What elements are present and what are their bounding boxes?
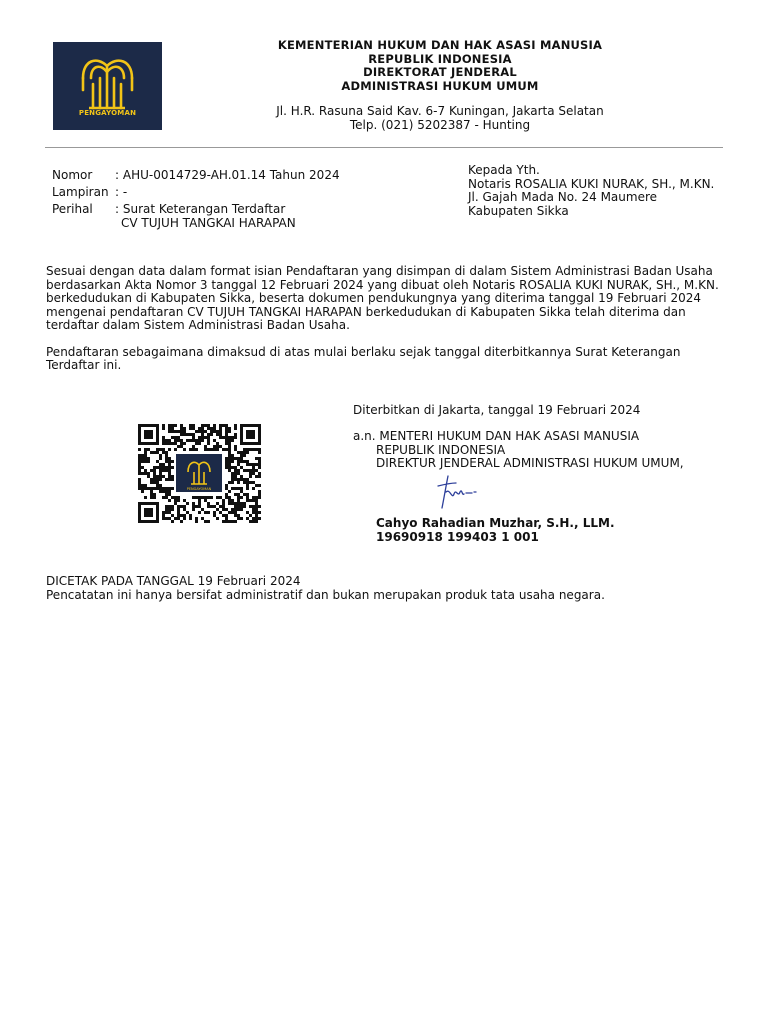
perihal-value: : Surat Keterangan Terdaftar bbox=[115, 202, 286, 216]
signature-icon bbox=[430, 470, 490, 512]
disclaimer-note: Pencatatan ini hanya bersifat administratif dan bukan merupakan produk tata usaha negara. bbox=[46, 587, 605, 602]
nomor-label: Nomor bbox=[52, 168, 93, 182]
office-address: Jl. H.R. Rasuna Said Kav. 6-7 Kuningan, Jakarta Selatan bbox=[276, 104, 604, 118]
pengayoman-logo bbox=[53, 42, 162, 130]
directorate-name: DIREKTORAT JENDERAL bbox=[363, 65, 517, 79]
lampiran-value: : - bbox=[115, 184, 128, 199]
signatory-line-1: a.n. MENTERI HUKUM DAN HAK ASASI MANUSIA bbox=[353, 429, 640, 443]
signatory-line-2: REPUBLIK INDONESIA bbox=[376, 442, 506, 457]
body-paragraph-2: Pendaftaran sebagaimana dimaksud di atas mulai berlaku sejak tanggal diterbitkannya Surat Keterangan Terdaftar ini. bbox=[46, 344, 681, 372]
recipient-greeting: Kepada Yth. bbox=[468, 163, 540, 177]
logo-text: PENGAYOMAN bbox=[78, 109, 137, 117]
perihal-company: CV TUJUH TANGKAI HARAPAN bbox=[121, 215, 296, 230]
printed-date: DICETAK PADA TANGGAL 19 Februari 2024 bbox=[46, 574, 301, 588]
office-phone: Telp. (021) 5202387 - Hunting bbox=[349, 118, 531, 132]
lampiran-label: Lampiran bbox=[52, 184, 109, 199]
signer-identity bbox=[376, 516, 615, 544]
signer-nip: 19690918 199403 1 001 bbox=[376, 530, 539, 544]
recipient-region: Kabupaten Sikka bbox=[468, 203, 569, 218]
signatory-title bbox=[353, 430, 684, 471]
signatory-line-3: DIREKTUR JENDERAL ADMINISTRASI HUKUM UMUM, bbox=[376, 456, 684, 470]
directorate-subname: ADMINISTRASI HUKUM UMUM bbox=[341, 78, 539, 93]
header-divider bbox=[45, 147, 723, 148]
perihal-label: Perihal bbox=[52, 202, 93, 216]
ministry-name: KEMENTERIAN HUKUM DAN HAK ASASI MANUSIA bbox=[277, 38, 603, 52]
body-paragraph-1: Sesuai dengan data dalam format isian Pendaftaran yang disimpan di dalam Sistem Administrasi Badan Usaha berdasarkan Akta Nomor 3 tanggal 12 Februari 2024 yang dibuat oleh Notaris ROSALIA KUKI NURAK, SH., M.KN. berkedudukan di Kabupaten Sikka, beserta dokumen pendukungnya yang diterima tanggal 19 Februari 2024 mengenai pendaftaran CV TUJUH TANGKAI HARAPAN berkedudukan di Kabupaten Sikka telah diterima dan terdaftar dalam Sistem Administrasi Badan Usaha. bbox=[46, 264, 719, 332]
letter-body bbox=[46, 265, 722, 386]
qr-code-icon bbox=[138, 424, 261, 524]
print-footer bbox=[46, 575, 605, 602]
qr-logo-text: PENGAYOMAN bbox=[186, 487, 212, 491]
country-name: REPUBLIK INDONESIA bbox=[368, 51, 512, 66]
letter-meta bbox=[52, 167, 340, 229]
issued-statement: Diterbitkan di Jakarta, tanggal 19 Februari 2024 bbox=[353, 403, 641, 417]
recipient-address: Jl. Gajah Mada No. 24 Maumere bbox=[468, 190, 658, 204]
letterhead bbox=[200, 39, 680, 132]
signer-name: Cahyo Rahadian Muzhar, S.H., LLM. bbox=[376, 516, 615, 530]
nomor-value: : AHU-0014729-AH.01.14 Tahun 2024 bbox=[115, 168, 340, 182]
qr-code bbox=[138, 424, 261, 524]
handwritten-signature bbox=[430, 470, 490, 512]
recipient-name: Notaris ROSALIA KUKI NURAK, SH., M.KN. bbox=[468, 176, 715, 191]
recipient-block bbox=[468, 164, 718, 218]
